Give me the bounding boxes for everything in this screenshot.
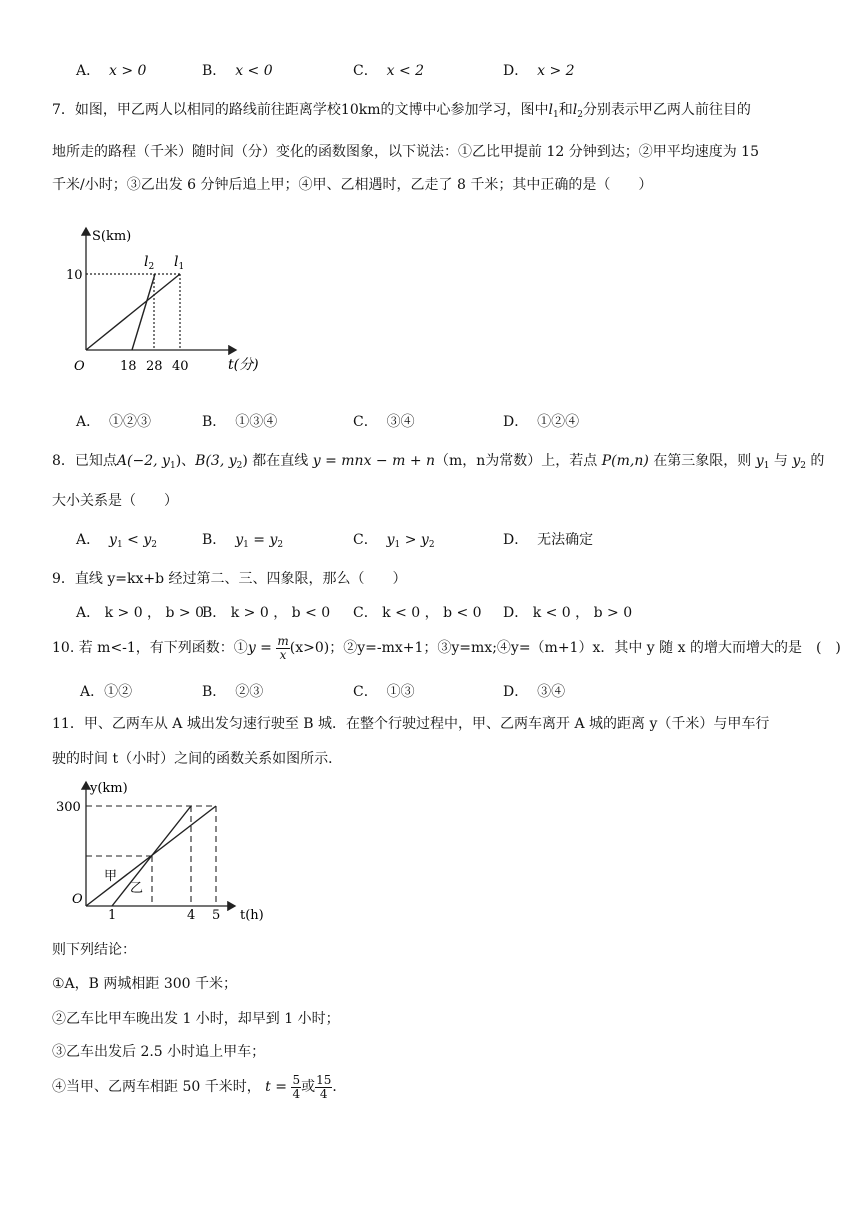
q7-option-a[interactable] bbox=[76, 411, 151, 431]
x-tick-label: 4 bbox=[187, 908, 196, 923]
option-text: ①②④ bbox=[537, 414, 580, 430]
q11-text: ④当甲、乙两车相距 50 千米时， bbox=[52, 1079, 261, 1095]
y-axis-label: S(km) bbox=[92, 229, 132, 244]
fraction-denominator: 4 bbox=[319, 1086, 328, 1101]
q11-conclusion-intro: 则下列结论： bbox=[52, 942, 136, 958]
q11-text-or: 或 bbox=[301, 1079, 316, 1095]
option-letter: B． bbox=[202, 684, 227, 700]
point-p: P(m,n) bbox=[601, 453, 649, 469]
x-tick-label: 5 bbox=[212, 908, 221, 923]
q7-line-1: 7．如图，甲乙两人以相同的路线前往距离学校10km的文博中心参加学习，图中$l_1$和$l_2$分别表示甲乙两人前往目的 bbox=[52, 102, 751, 120]
option-letter: B． bbox=[202, 63, 227, 79]
q8-option-c[interactable]: C． $y_1 > y_2$ bbox=[353, 532, 435, 550]
q8-option-b[interactable]: B． $y_1 = y_2$ bbox=[202, 532, 284, 550]
option-letter: D． bbox=[503, 414, 529, 430]
q6-option-a[interactable] bbox=[76, 60, 146, 80]
option-letter: D． bbox=[503, 63, 529, 79]
fraction-m-over-x bbox=[276, 635, 289, 662]
q8-text: 与 bbox=[773, 453, 788, 469]
q9-option-b[interactable] bbox=[202, 602, 330, 622]
option-text: ①③④ bbox=[235, 414, 278, 430]
option-letter: B． bbox=[202, 532, 227, 548]
q9-option-a[interactable] bbox=[76, 602, 204, 622]
fraction-numerator: 5 bbox=[292, 1072, 301, 1087]
fraction-5-4 bbox=[291, 1074, 301, 1101]
x-axis-label: t(h) bbox=[240, 908, 264, 923]
q8-text: 在第三象限，则 bbox=[653, 453, 752, 469]
q6-option-c[interactable] bbox=[353, 60, 424, 80]
point-b: B(3, y bbox=[195, 453, 237, 469]
q9-option-c[interactable] bbox=[353, 602, 482, 622]
option-text: ①②③ bbox=[109, 414, 152, 430]
t-equals: t = bbox=[265, 1079, 287, 1095]
option-math: x < 0 bbox=[235, 63, 273, 79]
q7-text: 分别表示甲乙两人前往目的 bbox=[582, 102, 751, 118]
q11-line-2: 驶的时间 t（小时）之间的函数关系如图所示． bbox=[52, 751, 343, 767]
option-letter: B． bbox=[202, 605, 227, 621]
question-number: 10. bbox=[52, 640, 75, 656]
option-text: k < 0 ， b < 0 bbox=[382, 605, 482, 621]
q11-conclusion-4 bbox=[52, 1070, 346, 1104]
option-letter: A． bbox=[76, 532, 101, 548]
q10-text: 若 m<-1，有下列函数：① bbox=[78, 640, 248, 656]
option-math: x < 2 bbox=[386, 63, 425, 79]
q8-text: 都在直线 bbox=[252, 453, 309, 469]
fraction-numerator: 15 bbox=[316, 1072, 332, 1087]
x-axis-label: t(分) bbox=[228, 357, 259, 373]
q8-line-2: 大小关系是（ ） bbox=[52, 493, 178, 509]
line-l2 bbox=[132, 274, 155, 350]
label-yi: 乙 bbox=[130, 881, 144, 896]
line-l2-label: $l_2$ bbox=[144, 254, 155, 272]
question-number: 7． bbox=[52, 102, 75, 118]
q7-line-3: 千米/小时；③乙出发 6 分钟后追上甲；④甲、乙相遇时，乙走了 8 千米；其中正确的是（ ） bbox=[52, 177, 653, 193]
label-jia: 甲 bbox=[104, 869, 118, 884]
q9-option-d[interactable] bbox=[503, 602, 632, 622]
q9-text: 直线 y=kx+b 经过第二、三、四象限，那么（ ） bbox=[74, 571, 407, 587]
x-tick-label: 28 bbox=[146, 359, 163, 374]
q11-graph bbox=[52, 776, 272, 924]
q6-option-d[interactable] bbox=[503, 60, 575, 80]
option-letter: A． bbox=[76, 414, 101, 430]
q11-conclusion-3: ③乙车出发后 2.5 小时追上甲车； bbox=[52, 1044, 266, 1060]
option-letter: B． bbox=[202, 414, 227, 430]
q8-text: （m，n为常数）上，若点 bbox=[435, 453, 598, 469]
fraction-numerator: m bbox=[277, 633, 289, 648]
q10-text: (x>0)；②y=-mx+1；③y=mx;④y=（m+1）x．其中 y 随 x 的增大而增大的是 ( ) bbox=[289, 640, 841, 656]
option-text: k > 0 ， b > 0 bbox=[104, 605, 204, 621]
q7-graph bbox=[64, 222, 274, 382]
y-tick-label: 10 bbox=[66, 268, 83, 283]
option-letter: D． bbox=[503, 684, 529, 700]
q8-text: 已知点 bbox=[74, 453, 117, 469]
x-tick-label: 18 bbox=[120, 359, 137, 374]
option-letter: D． bbox=[503, 532, 529, 548]
option-letter: A． bbox=[76, 605, 101, 621]
q8-line-1: 8．已知点A(−2, $y_1$)、B(3, $y_2$) 都在直线 y = mnx − m + n（m，n为常数）上，若点 P(m,n) 在第三象限，则 $y_1$ 与 $y_2$ 的 bbox=[52, 453, 825, 471]
line-l1 bbox=[86, 274, 180, 350]
q10-option-a[interactable] bbox=[80, 681, 132, 701]
q11-line-1 bbox=[52, 713, 769, 733]
x-tick-label: 1 bbox=[108, 908, 117, 923]
q11-text: 甲、乙两车从 A 城出发匀速行驶至 B 城．在整个行驶过程中，甲、乙两车离开 A 城的距离 y（千米）与甲车行 bbox=[83, 716, 770, 732]
fraction-denominator: x bbox=[279, 647, 287, 662]
y-axis-label: y(km) bbox=[90, 781, 128, 796]
option-letter: C． bbox=[353, 605, 378, 621]
option-letter: C． bbox=[353, 532, 378, 548]
option-text: ①③ bbox=[386, 684, 415, 700]
option-math: x > 2 bbox=[537, 63, 575, 79]
option-letter: C． bbox=[353, 414, 378, 430]
q11-text-end: ． bbox=[332, 1079, 347, 1095]
question-number: 11． bbox=[52, 716, 84, 732]
q7-text-and: 和 bbox=[558, 102, 573, 118]
y-equals: y = bbox=[247, 640, 272, 656]
option-text: k > 0 ， b < 0 bbox=[230, 605, 331, 621]
y-tick-label: 300 bbox=[56, 800, 81, 815]
origin-label: O bbox=[72, 892, 83, 907]
q11-conclusion-1: ①A，B 两城相距 300 千米； bbox=[52, 976, 238, 992]
x-tick-label: 40 bbox=[172, 359, 189, 374]
option-text: ②③ bbox=[235, 684, 264, 700]
option-letter: A． bbox=[76, 63, 101, 79]
fraction-denominator: 4 bbox=[292, 1086, 301, 1101]
q8-option-a[interactable]: A． $y_1 < y_2$ bbox=[76, 532, 157, 550]
q7-option-b[interactable] bbox=[202, 411, 277, 431]
point-a: A(−2, y bbox=[116, 453, 170, 469]
q7-line-2: 地所走的路程（千米）随时间（分）变化的函数图象，以下说法：①乙比甲提前 12 分钟到达；②甲平均速度为 15 bbox=[52, 144, 759, 160]
option-math: x > 0 bbox=[109, 63, 147, 79]
q7-option-c[interactable] bbox=[353, 411, 415, 431]
option-letter: C． bbox=[353, 63, 378, 79]
question-number: 8． bbox=[52, 453, 75, 469]
q9-line bbox=[52, 568, 407, 588]
option-letter: D． bbox=[503, 605, 529, 621]
option-letter: C． bbox=[353, 684, 378, 700]
q10-option-b[interactable] bbox=[202, 681, 263, 701]
option-text: k < 0 ， b > 0 bbox=[532, 605, 633, 621]
q7-text: 如图，甲乙两人以相同的路线前往距离学校10km的文博中心参加学习，图中 bbox=[74, 102, 549, 118]
q6-option-b[interactable] bbox=[202, 60, 273, 80]
question-number: 9． bbox=[52, 571, 75, 587]
fraction-15-4 bbox=[315, 1074, 332, 1101]
option-text: ③④ bbox=[386, 414, 415, 430]
option-letter: A． bbox=[80, 684, 105, 700]
y1-symbol: y bbox=[755, 453, 764, 469]
q10-option-d[interactable] bbox=[503, 681, 565, 701]
line-equation: y = mnx − m + n bbox=[312, 453, 436, 469]
option-text: ①② bbox=[104, 684, 133, 700]
q8-option-d[interactable] bbox=[503, 529, 593, 549]
q11-conclusion-2: ②乙车比甲车晚出发 1 小时，却早到 1 小时； bbox=[52, 1011, 340, 1027]
line-l1-label: $l_1$ bbox=[174, 254, 185, 272]
q10-option-c[interactable] bbox=[353, 681, 415, 701]
origin-label: O bbox=[74, 359, 85, 374]
option-text: 无法确定 bbox=[537, 532, 594, 548]
q7-option-d[interactable] bbox=[503, 411, 579, 431]
option-text: ③④ bbox=[537, 684, 566, 700]
q10-line bbox=[52, 634, 841, 662]
